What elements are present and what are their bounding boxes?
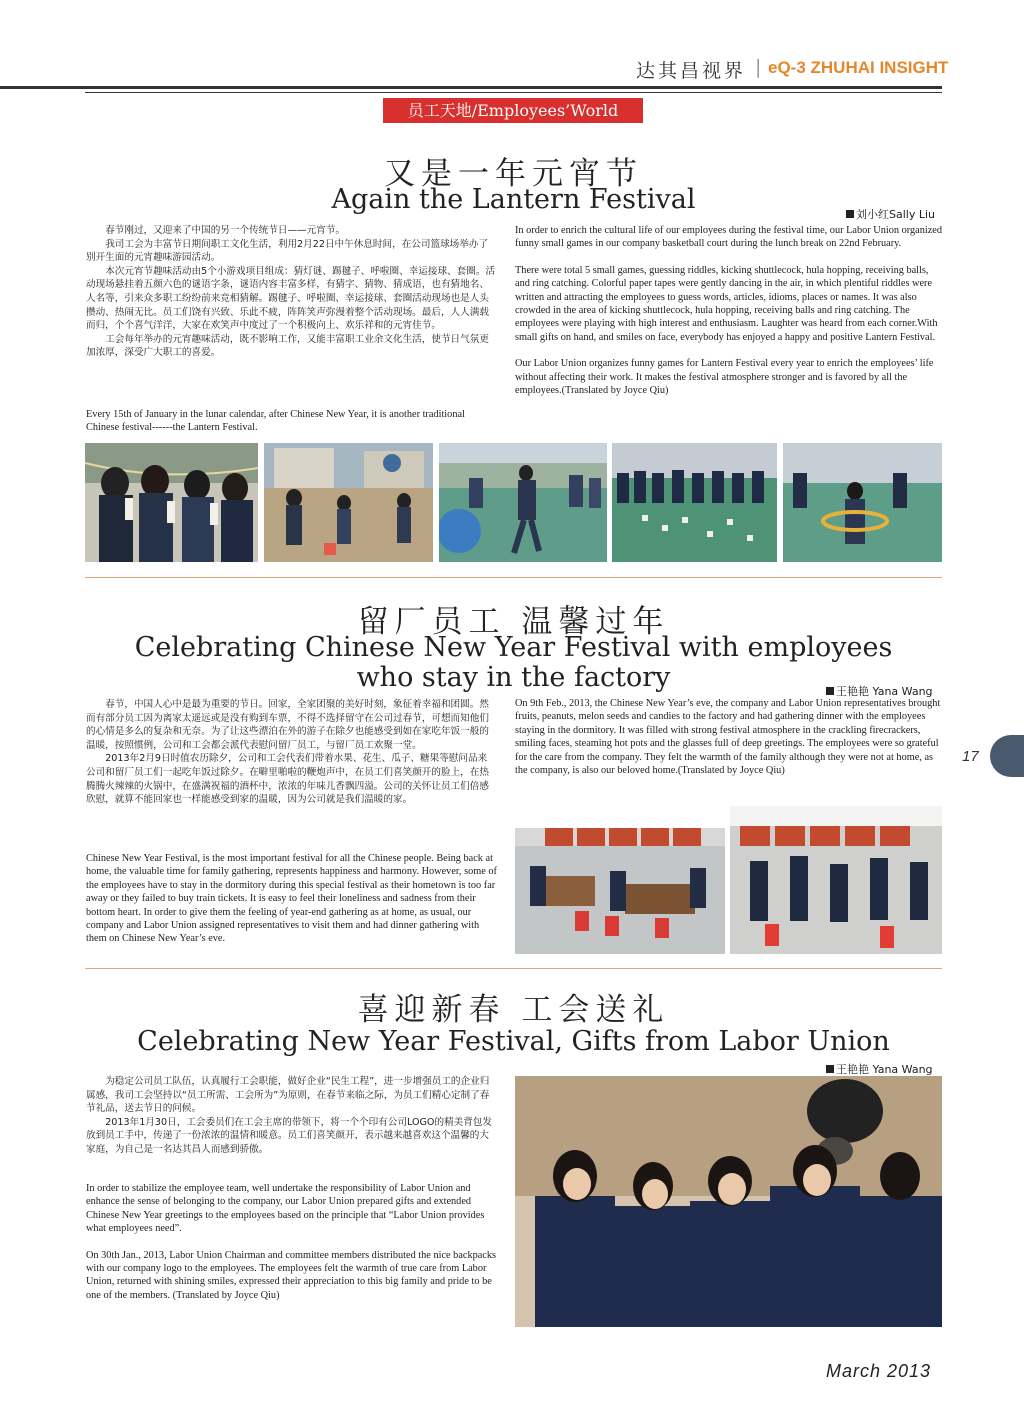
article2-body-en-right — [515, 697, 943, 790]
photo-new-year-dinner-2 — [730, 806, 942, 954]
article3-title-en: Celebrating New Year Festival, Gifts from Labor Union — [137, 1026, 890, 1057]
article1-byline — [846, 206, 935, 222]
article3-byline-text: 王艳艳 Yana Wang — [836, 1063, 933, 1076]
magazine-title-cn: 达其昌视界 — [636, 60, 747, 82]
byline-square-icon — [846, 210, 854, 218]
article3-title-cn: 喜迎新春 工会送礼 — [357, 992, 670, 1028]
paragraph: 为稳定公司员工队伍，认真履行工会职能，做好企业“民生工程”，进一步增强员工的企业归属感，我司工会坚持以“员工所需、工会所为”为原则，在春节来临之际，为员工们精心定制了春节礼品，送去节日的问候。 — [86, 1076, 490, 1115]
photo-shuttlecock — [264, 443, 433, 562]
paragraph: There were total 5 small games, guessing riddles, kicking shuttlecock, hula hopping, receiving balls, and ring catching. Colorful paper tapes were gently dancing in the air, in which plentiful riddles were written and attracting the employees to guess words, articles, idioms, places or names. It was also crowded in the area of kicking shuttlecock, hula hopping, receiving balls and ring catching. The employees were playing with high interest and enthusiasm. Laughter was heard from each corner.With small gifts on hand, and smiles on face, everybody has enjoyed a happy and positive Lantern Festival. — [515, 264, 938, 343]
photo-hula-hoop — [783, 443, 942, 562]
paragraph: 春节刚过，又迎来了中国的另一个传统节日——元宵节。 — [105, 225, 346, 236]
article1-body-en-left — [86, 408, 498, 448]
paragraph: 工会每年举办的元宵趣味活动，既不影响工作，又能丰富职工业余文化生活，使节日气氛更加浓厚，深受广大职工的喜爱。 — [86, 333, 489, 359]
section-divider — [85, 968, 942, 969]
paragraph: On 30th Jan., 2013, Labor Union Chairman and committee members distributed the nice backpacks with our company logo to the employees. The employees felt the warmth of true care from Labor Union, returned with shining smiles, expressed their appreciation to this big family and pride to be one of the members. (Translated by Joyce Qiu) — [86, 1249, 497, 1301]
article1-byline-text: 刘小红Sally Liu — [856, 208, 935, 221]
article2-body-en-left — [86, 852, 498, 959]
article3-body-cn — [86, 1075, 496, 1157]
article1-body-cn — [86, 224, 496, 360]
article2-title-cn: 留厂员工 温馨过年 — [357, 604, 670, 640]
article2-title-en-line1: Celebrating Chinese New Year Festival with employees — [134, 632, 893, 663]
article2-title-en-line2: who stay in the factory — [356, 662, 671, 693]
photo-new-year-dinner-1 — [515, 806, 725, 954]
article3-byline — [826, 1061, 933, 1077]
article3-body-en — [86, 1182, 498, 1315]
paragraph: Every 15th of January in the lunar calendar, after Chinese New Year, it is another traditional Chinese festival------the Lantern Festival. — [86, 409, 465, 434]
photo-riddle-guessing — [85, 443, 258, 562]
section-tab: 员工天地/Employees’World — [383, 98, 643, 123]
header-rule — [0, 86, 942, 89]
header-rule-thin — [85, 92, 942, 93]
paragraph: In order to enrich the cultural life of our employees during the festival time, our Labor Union organized funny small games in our company basketball court during the lunch break on 22nd February. — [515, 225, 942, 250]
paragraph: Our Labor Union organizes funny games for Lantern Festival every year to enrich the employees’ life without affecting their work. It makes the festival atmosphere stronger and is favored by all the employees.(Translated by Joyce Qiu) — [515, 358, 934, 397]
paragraph: 2013年1月30日，工会委员们在工会主席的带领下，将一个个印有公司LOGO的精美背包发放到员工手中，传递了一份浓浓的温情和暖意。员工们喜笑颜开，表示越来越喜欢这个温馨的大家庭，为自己是一名达其昌人而感到骄傲。 — [86, 1116, 493, 1155]
article1-title-cn: 又是一年元宵节 — [384, 156, 643, 192]
byline-square-icon — [826, 1065, 834, 1073]
issue-date: March 2013 — [826, 1361, 932, 1381]
article2-body-cn — [86, 698, 496, 807]
paragraph: On 9th Feb., 2013, the Chinese New Year’s eve, the company and Labor Union representatives brought fruits, peanuts, melon seeds and candies to the factory and had gathering dinner with the employees staying in the dormitory. It was filled with strong festival atmosphere in the crackling firecrackers, smiling faces, steaming hot pots and the glasses full of deep greetings. The employees were so grateful for the care from the company. They felt the warmth of the family although they were not at home, as the company, is also our beloved home.(Translated by Joyce Qiu) — [515, 698, 941, 777]
article1-title-en: Again the Lantern Festival — [331, 184, 696, 215]
page-number: 17 — [962, 748, 979, 765]
photo-gift-distribution — [515, 1076, 942, 1327]
header-separator: | — [755, 56, 762, 78]
paragraph: 2013年2月9日时值农历除夕，公司和工会代表们带着水果、花生、瓜子、糖果等慰问品来公司和留厂员工们一起吃年饭过除夕。在噼里啪啦的鞭炮声中，在员工们喜笑颜开的脸上，在热腾腾火辣辣的火锅中，在盛满祝福的酒杯中，浓浓的年味儿香飘四溢。公司的关怀让员工们倍感欣慰，就算不能回家也一样能感受到家的温暖，因为公司就是我们温暖的家。 — [86, 753, 489, 806]
paragraph: In order to stabilize the employee team, well undertake the responsibility of Labor Union and enhance the sense of belonging to the company, our Labor Union prepared gifts and extended Chinese New Year greetings to the employees based on the principle that “Labor Union provides what employees need”. — [86, 1183, 485, 1235]
paragraph: Chinese New Year Festival, is the most important festival for all the Chinese people. Being back at home, the valuable time for family gathering, represents happiness and harmony. However, some of the employees have to stay in the dormitory during this special festival as their hometown is too far away or they failed to buy train tickets. It is easy to feel their loneliness and sadness from their bottom heart. In order to give them the feeling of year-end gathering as at home, as usual, our company and Labor Union assigned representatives to visit them and had dinner gathering with them on Chinese New Year’s eve. — [86, 853, 497, 945]
paragraph: 春节，中国人心中是最为重要的节日。回家，全家团聚的美好时刻，象征着幸福和团圆。然而有部分员工因为离家太遥远或是没有购到车票，不得不选择留守在公司过春节，可想而知他们的心情是多么的复杂和无奈。为了让这些漂泊在外的游子在除夕也能感受到如在家吃年饭一般的温暖，按照惯例，公司和工会都会派代表慰问留厂员工，与留厂员工欢聚一堂。 — [86, 699, 489, 751]
article2-byline-text: 王艳艳 Yana Wang — [836, 685, 933, 698]
paragraph: 我司工会为丰富节日期间职工文化生活，利用2月22日中午休息时间，在公司篮球场举办了别开生面的元宵趣味游园活动。 — [86, 238, 489, 264]
page-tab — [990, 735, 1024, 777]
article1-body-en-right — [515, 224, 943, 410]
section-divider — [85, 577, 942, 578]
photo-ring-catching — [612, 443, 777, 562]
photo-kicking-game — [439, 443, 607, 562]
paragraph: 本次元宵节趣味活动由5个小游戏项目组成：猜灯谜、踢毽子、呼啦圈、幸运接球、套圈。活动现场悬挂着五颜六色的谜语字条，谜语内容丰富多样，有猜字、猜物、猜成语，也有猜地名、人名等，引来众多职工纷纷前来竞相猜解。踢毽子、呼啦圈、幸运接球、套圈活动现场也是人头攒动、热闹无比。员工们饶有兴致、乐此不疲，阵阵笑声弥漫着整个活动现场。最后，人人满载而归，个个喜气洋洋，大家在欢笑声中度过了一个积极向上、欢乐祥和的元宵佳节。 — [86, 265, 496, 332]
magazine-title-en: eQ-3 ZHUHAI INSIGHT — [768, 58, 949, 77]
byline-square-icon — [826, 687, 834, 695]
